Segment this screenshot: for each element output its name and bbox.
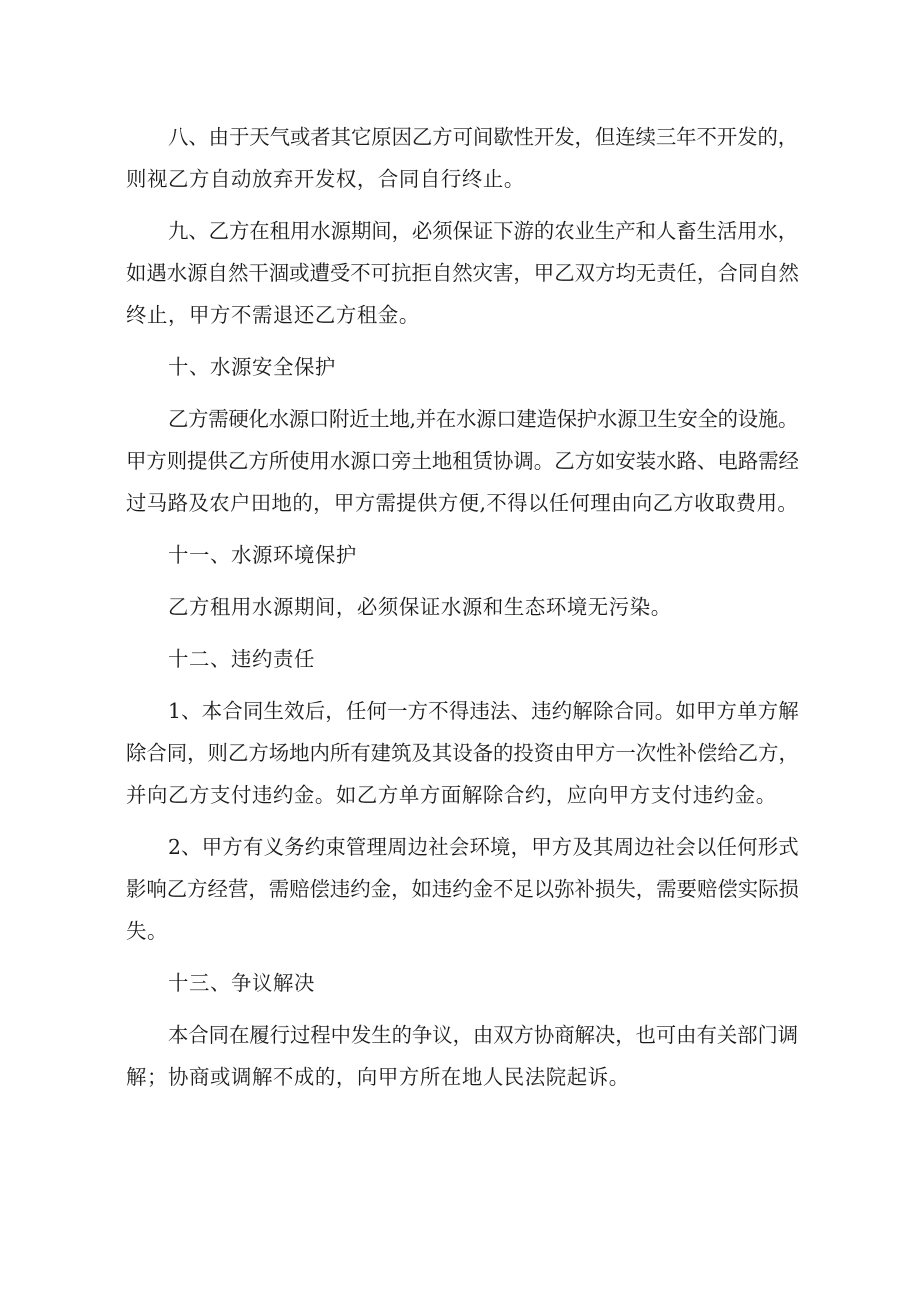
heading-text: 十二、违约责任: [168, 647, 315, 671]
text-line: 乙方租用水源期间，必须保证水源和生态环境无污染。: [168, 595, 672, 619]
text-line: 如遇水源自然干涸或遭受不可抗拒自然灾害，甲乙双方均无责任，合同自然: [126, 261, 799, 285]
clause-12-1-paragraph: [126, 690, 798, 816]
document-body: [126, 116, 798, 1108]
clause-10-paragraph: [126, 398, 798, 524]
text-line: 乙方需硬化水源口附近土地,并在水源口建造保护水源卫生安全的设施。: [168, 407, 798, 431]
text-line: 终止，甲方不需退还乙方租金。: [126, 303, 420, 327]
clause-13-paragraph: [126, 1014, 798, 1098]
text-line: 影响乙方经营，需赔偿违约金，如违约金不足以弥补损失，需要赔偿实际损: [126, 877, 799, 901]
text-line: 甲方则提供乙方所使用水源口旁土地租赁协调。乙方如安装水路、电路需经: [126, 449, 799, 473]
clause-11-paragraph: [126, 586, 798, 628]
clause-8-paragraph: [126, 116, 798, 200]
text-line: 本合同在履行过程中发生的争议，由双方协商解决，也可由有关部门调: [168, 1023, 798, 1047]
text-line: 八、由于天气或者其它原因乙方可间歇性开发，但连续三年不开发的，: [168, 125, 798, 149]
section-heading-10: [126, 346, 798, 388]
heading-text: 十三、争议解决: [168, 971, 315, 995]
text-line: 除合同，则乙方场地内所有建筑及其设备的投资由甲方一次性补偿给乙方，: [126, 741, 799, 765]
text-line: 则视乙方自动放弃开发权，合同自行终止。: [126, 167, 525, 191]
text-line: 1、本合同生效后，任何一方不得违法、违约解除合同。如甲方单方解: [168, 699, 799, 723]
section-heading-12: [126, 638, 798, 680]
text-line: 九、乙方在租用水源期间，必须保证下游的农业生产和人畜生活用水，: [168, 219, 798, 243]
heading-text: 十、水源安全保护: [168, 355, 336, 379]
text-line: 失。: [126, 919, 168, 943]
clause-9-paragraph: [126, 210, 798, 336]
text-line: 并向乙方支付违约金。如乙方单方面解除合约，应向甲方支付违约金。: [126, 783, 777, 807]
text-line: 过马路及农户田地的，甲方需提供方便,不得以任何理由向乙方收取费用。: [126, 491, 799, 515]
text-line: 2、甲方有义务约束管理周边社会环境，甲方及其周边社会以任何形式: [168, 835, 799, 859]
section-heading-11: [126, 534, 798, 576]
clause-12-2-paragraph: [126, 826, 798, 952]
heading-text: 十一、水源环境保护: [168, 543, 357, 567]
section-heading-13: [126, 962, 798, 1004]
text-line: 解；协商或调解不成的，向甲方所在地人民法院起诉。: [126, 1065, 630, 1089]
